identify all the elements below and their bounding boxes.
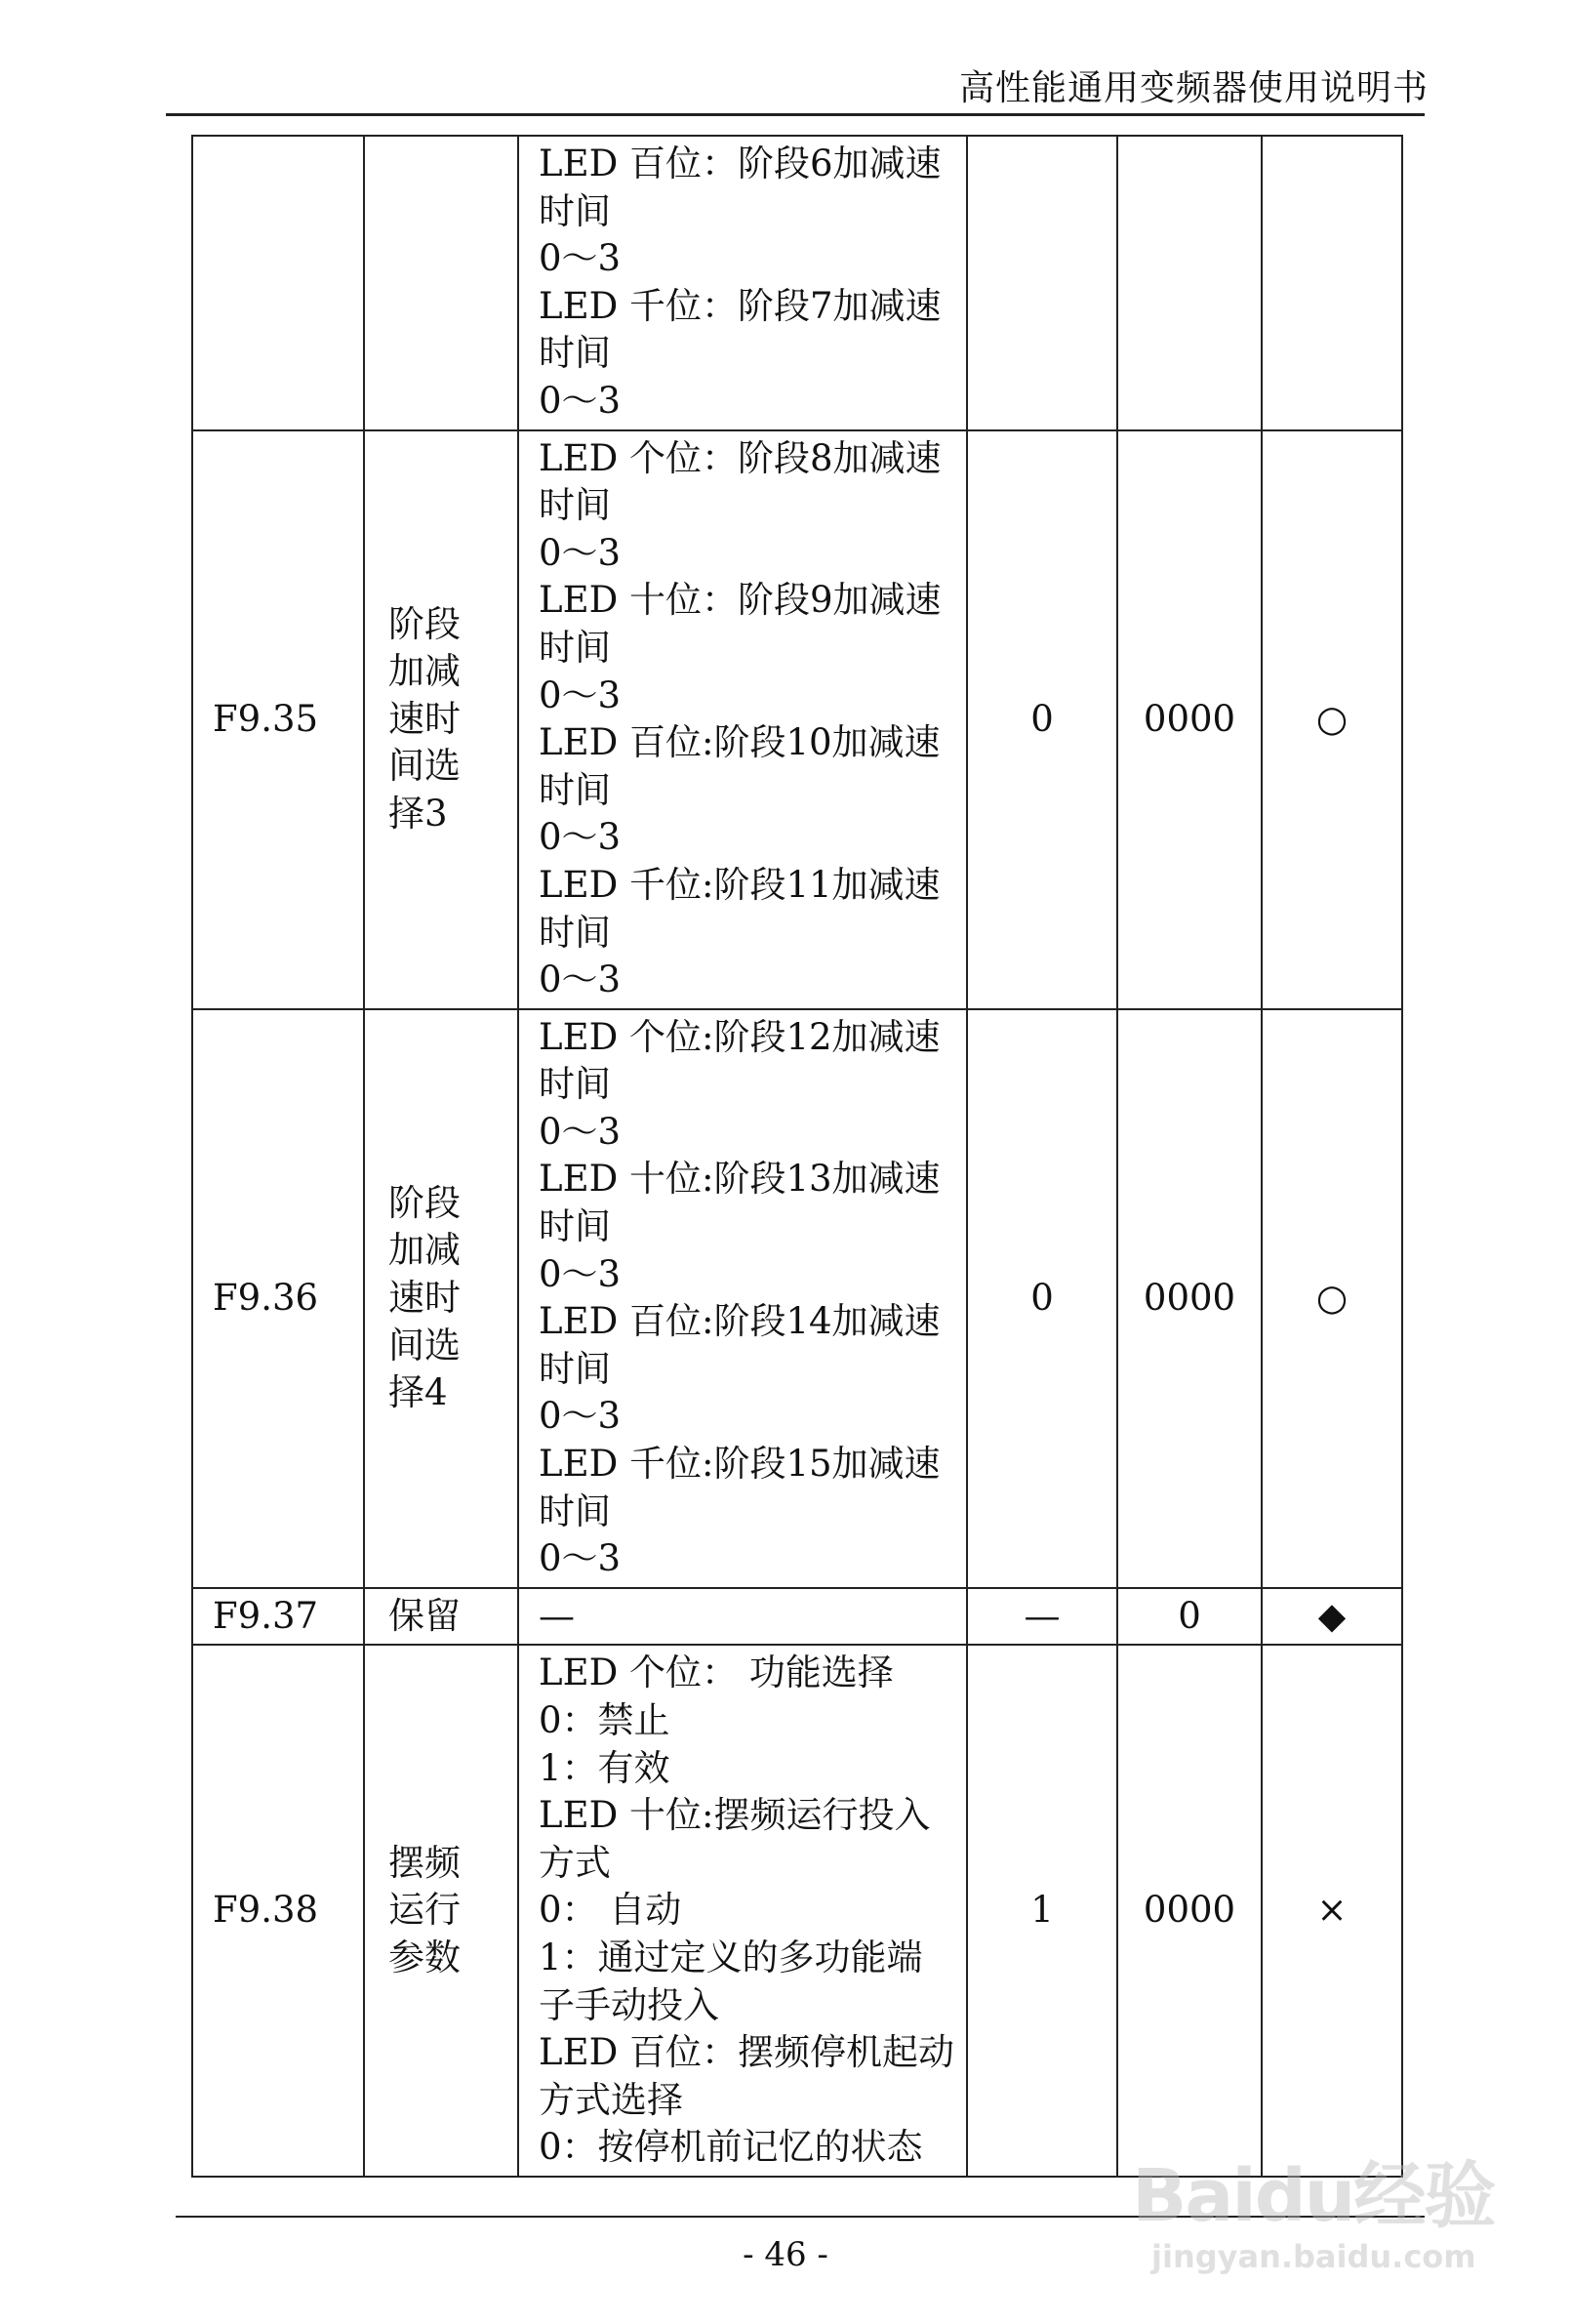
param-description-line: LED 十位：阶段9加减速 — [539, 579, 942, 622]
document-header-title: 高性能通用变频器使用说明书 — [958, 68, 1429, 108]
table-row — [192, 1588, 1402, 1646]
param-description-line: 0～3 — [539, 1537, 622, 1580]
param-description-line: LED 千位：阶段7加减速 — [539, 284, 942, 327]
change-attribute-cell: ○ — [1262, 1009, 1402, 1588]
param-name-line: 阶段 — [388, 602, 461, 645]
param-description-line: LED 千位:阶段15加减速 — [539, 1443, 941, 1486]
param-description-line: LED 十位:摆频运行投入 — [539, 1794, 931, 1837]
param-description-line: 时间 — [539, 1347, 611, 1390]
param-description-line: 时间 — [539, 1205, 611, 1248]
param-description-cell — [518, 136, 967, 430]
param-description-line: 时间 — [539, 1063, 611, 1106]
default-value-cell — [967, 136, 1117, 430]
param-description-line: LED 个位:阶段12加减速 — [539, 1015, 941, 1058]
header-rule — [166, 113, 1425, 116]
default-value-cell: 0 — [967, 1009, 1117, 1588]
param-description-cell — [518, 430, 967, 1009]
param-description-line: 0～3 — [539, 1252, 622, 1295]
watermark-brand: Baidu经验 — [1132, 2154, 1495, 2238]
table-row — [192, 1645, 1402, 2177]
param-description-line: 0～3 — [539, 816, 622, 859]
param-description-line: 子手动投入 — [539, 1983, 719, 2026]
baidu-watermark — [1132, 2123, 1503, 2279]
param-description-line: 时间 — [539, 332, 611, 375]
param-name-line: 参数 — [388, 1936, 461, 1978]
param-description-line: 0～3 — [539, 237, 622, 280]
param-description-line: 0：按停机前记忆的状态 — [539, 2126, 923, 2169]
param-name-cell — [364, 1009, 518, 1588]
param-description-line: 0： 自动 — [539, 1889, 682, 1932]
factory-value-cell — [1117, 136, 1262, 430]
param-name-line: 间选 — [388, 745, 461, 788]
param-name-line: 摆频 — [388, 1841, 461, 1884]
param-description-line: 0～3 — [539, 958, 622, 1001]
param-name-cell — [364, 1588, 518, 1646]
param-description-cell — [518, 1009, 967, 1588]
param-code-cell: F9.38 — [192, 1645, 364, 2177]
param-description-line: LED 百位:阶段14加减速 — [539, 1300, 941, 1343]
param-description-line: LED 个位：阶段8加减速 — [539, 436, 942, 479]
change-attribute-cell: ◆ — [1262, 1588, 1402, 1646]
param-description-line: 0～3 — [539, 1110, 622, 1153]
factory-value-cell: 0000 — [1117, 1645, 1262, 2177]
param-description-line: 时间 — [539, 626, 611, 669]
param-description-line: LED 十位:阶段13加减速 — [539, 1158, 941, 1201]
param-description-line: LED 百位：阶段6加减速 — [539, 143, 942, 184]
param-description-line: — — [539, 1594, 575, 1637]
param-description-line: 时间 — [539, 484, 611, 527]
param-name-cell — [364, 136, 518, 430]
param-name-cell — [364, 1645, 518, 2177]
change-attribute-cell — [1262, 136, 1402, 430]
param-name-line: 择4 — [388, 1371, 448, 1414]
param-name-line: 择3 — [388, 793, 448, 836]
parameter-table — [191, 135, 1403, 2178]
param-description-cell — [518, 1645, 967, 2177]
factory-value-cell: 0000 — [1117, 1009, 1262, 1588]
param-description-line: 方式选择 — [539, 2078, 683, 2121]
factory-value-cell: 0 — [1117, 1588, 1262, 1646]
param-description-line: 时间 — [539, 1489, 611, 1532]
param-code-cell: F9.35 — [192, 430, 364, 1009]
param-code-cell: F9.37 — [192, 1588, 364, 1646]
param-description-line: 时间 — [539, 768, 611, 811]
param-name-line: 加减 — [388, 650, 461, 693]
param-description-line: LED 百位：摆频停机起动 — [539, 2031, 955, 2074]
change-attribute-cell: ○ — [1262, 430, 1402, 1009]
param-description-line: 0：禁止 — [539, 1699, 670, 1741]
param-description-line: LED 个位： 功能选择 — [539, 1651, 894, 1694]
param-description-line: LED 百位:阶段10加减速 — [539, 721, 941, 764]
default-value-cell: — — [967, 1588, 1117, 1646]
table-row — [192, 1009, 1402, 1588]
param-description-line: 0～3 — [539, 1395, 622, 1438]
param-description-line: 0～3 — [539, 531, 622, 574]
param-name-line: 速时 — [388, 697, 461, 740]
default-value-cell: 0 — [967, 430, 1117, 1009]
default-value-cell: 1 — [967, 1645, 1117, 2177]
param-description-line: 0～3 — [539, 379, 622, 422]
param-code-cell: F9.36 — [192, 1009, 364, 1588]
param-name-cell — [364, 430, 518, 1009]
table-row — [192, 136, 1402, 430]
page-number: - 46 - — [743, 2235, 828, 2274]
watermark-url: jingyan.baidu.com — [1151, 2238, 1476, 2275]
param-description-line: 1：通过定义的多功能端 — [539, 1936, 923, 1978]
param-name-line: 加减 — [388, 1229, 461, 1272]
param-description-line: 1：有效 — [539, 1746, 670, 1789]
param-name-line: 保留 — [388, 1594, 461, 1637]
table-row — [192, 430, 1402, 1009]
param-description-line: LED 千位:阶段11加减速 — [539, 863, 941, 906]
param-description-line: 方式 — [539, 1841, 611, 1884]
param-description-line: 时间 — [539, 911, 611, 954]
param-description-line: 0～3 — [539, 673, 622, 716]
param-name-line: 速时 — [388, 1276, 461, 1319]
factory-value-cell: 0000 — [1117, 430, 1262, 1009]
param-name-line: 阶段 — [388, 1181, 461, 1224]
change-attribute-cell: × — [1262, 1645, 1402, 2177]
param-description-line: 时间 — [539, 189, 611, 232]
param-name-line: 运行 — [388, 1889, 461, 1932]
param-code-cell — [192, 136, 364, 430]
param-description-cell — [518, 1588, 967, 1646]
param-name-line: 间选 — [388, 1324, 461, 1366]
